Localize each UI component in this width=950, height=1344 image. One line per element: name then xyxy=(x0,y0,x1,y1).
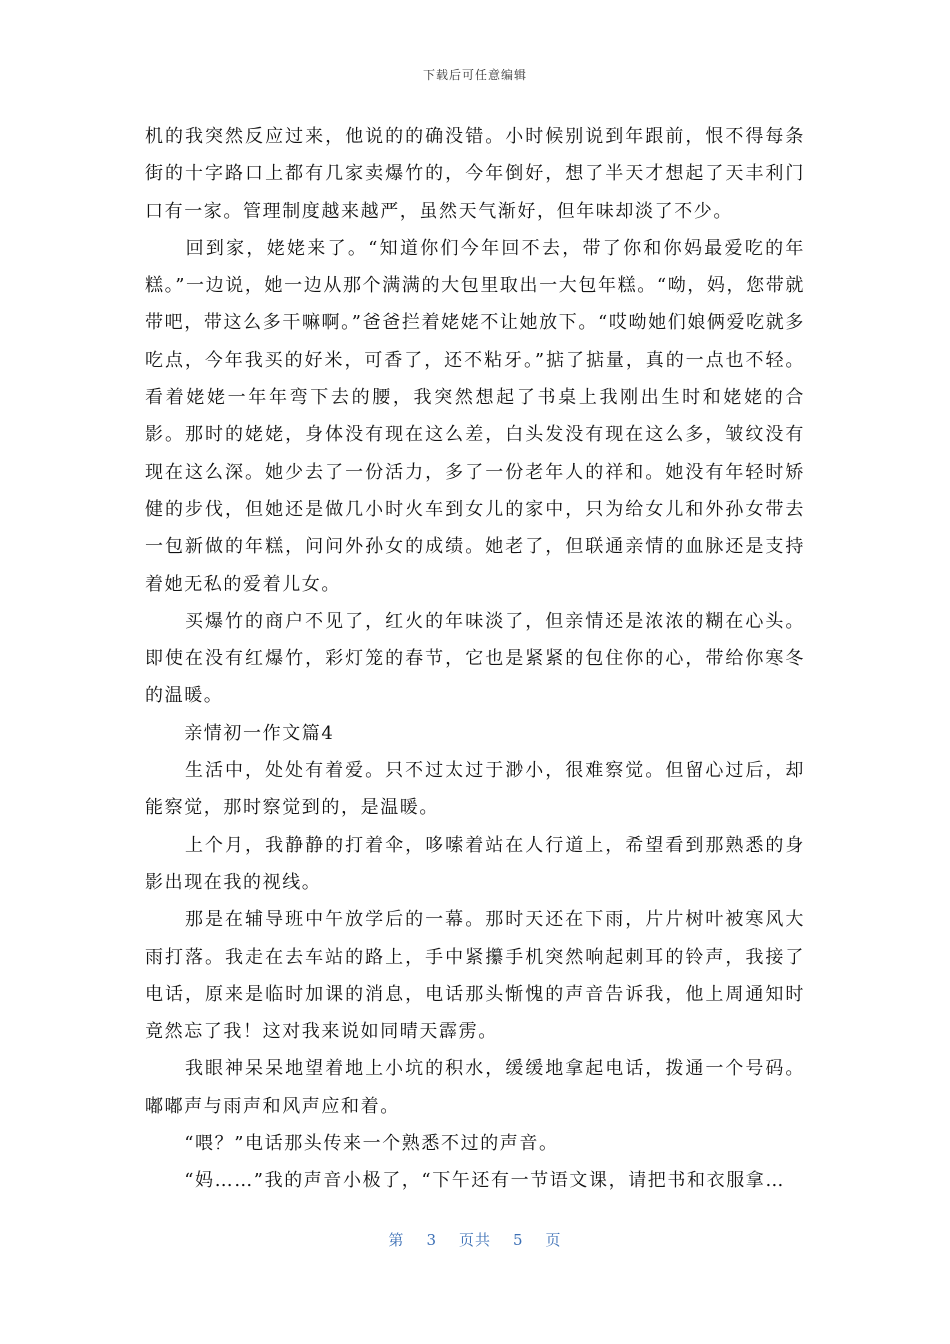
paragraph: 买爆竹的商户不见了，红火的年味淡了，但亲情还是浓浓的糊在心头。即使在没有红爆竹，彩灯笼的春节，它也是紧紧的包住你的心，带给你寒冬的温暖。 xyxy=(145,610,805,707)
page-middle: 页共 xyxy=(458,1231,491,1249)
paragraph: “妈……”我的声音小极了，“下午还有一节语文课，请把书和衣服拿… xyxy=(145,1170,786,1192)
paragraph: 生活中，处处有着爱。只不过太过于渺小，很难察觉。但留心过后，却能察觉，那时察觉到的，是温暖。 xyxy=(145,760,805,819)
page-current: 3 xyxy=(426,1231,437,1249)
paragraph: 上个月，我静静的打着伞，哆嗦着站在人行道上，希望看到那熟悉的身影出现在我的视线。 xyxy=(145,834,805,893)
page-suffix: 页 xyxy=(545,1231,562,1249)
page-footer xyxy=(0,1229,950,1250)
document-body xyxy=(145,118,805,1200)
page-prefix: 第 xyxy=(388,1231,405,1249)
page-total: 5 xyxy=(513,1231,524,1249)
paragraph: 机的我突然反应过来，他说的的确没错。小时候别说到年跟前，恨不得每条街的十字路口上都有几家卖爆竹的，今年倒好，想了半天才想起了天丰利门口有一家。管理制度越来越严，虽然天气渐好，但年味却淡了不少。 xyxy=(145,126,805,222)
paragraph: 那是在辅导班中午放学后的一幕。那时天还在下雨，片片树叶被寒风大雨打落。我走在去车站的路上，手中紧攥手机突然响起刺耳的铃声，我接了电话，原来是临时加课的消息，电话那头惭愧的声音告诉我，他上周通知时竟然忘了我！这对我来说如同晴天霹雳。 xyxy=(145,909,805,1043)
paragraph: “喂？”电话那头传来一个熟悉不过的声音。 xyxy=(145,1133,559,1155)
paragraph: 回到家，姥姥来了。“知道你们今年回不去，带了你和你妈最爱吃的年糕。”一边说，她一边从那个满满的大包里取出一大包年糕。“呦，妈，您带就带吧，带这么多干嘛啊。”爸爸拦着姥姥不让她放下。“哎呦她们娘俩爱吃就多吃点，今年我买的好米，可香了，还不粘牙。”掂了掂量，真的一点也不轻。看着姥姥一年年弯下去的腰，我突然想起了书桌上我刚出生时和姥姥的合影。那时的姥姥，身体没有现在这么差，白头发没有现在这么多，皱纹没有现在这么深。她少去了一份活力，多了一份老年人的祥和。她没有年轻时矫健的步伐，但她还是做几小时火车到女儿的家中，只为给女儿和外孙女带去一包新做的年糕，问问外孙女的成绩。她老了，但联通亲情的血脉还是支持着她无私的爱着儿女。 xyxy=(145,237,805,595)
paragraph: 我眼神呆呆地望着地上小坑的积水，缓缓地拿起电话，拨通一个号码。嘟嘟声与雨声和风声应和着。 xyxy=(145,1058,805,1117)
section-heading: 亲情初一作文篇4 xyxy=(145,722,335,744)
page-header-note: 下载后可任意编辑 xyxy=(422,68,527,82)
